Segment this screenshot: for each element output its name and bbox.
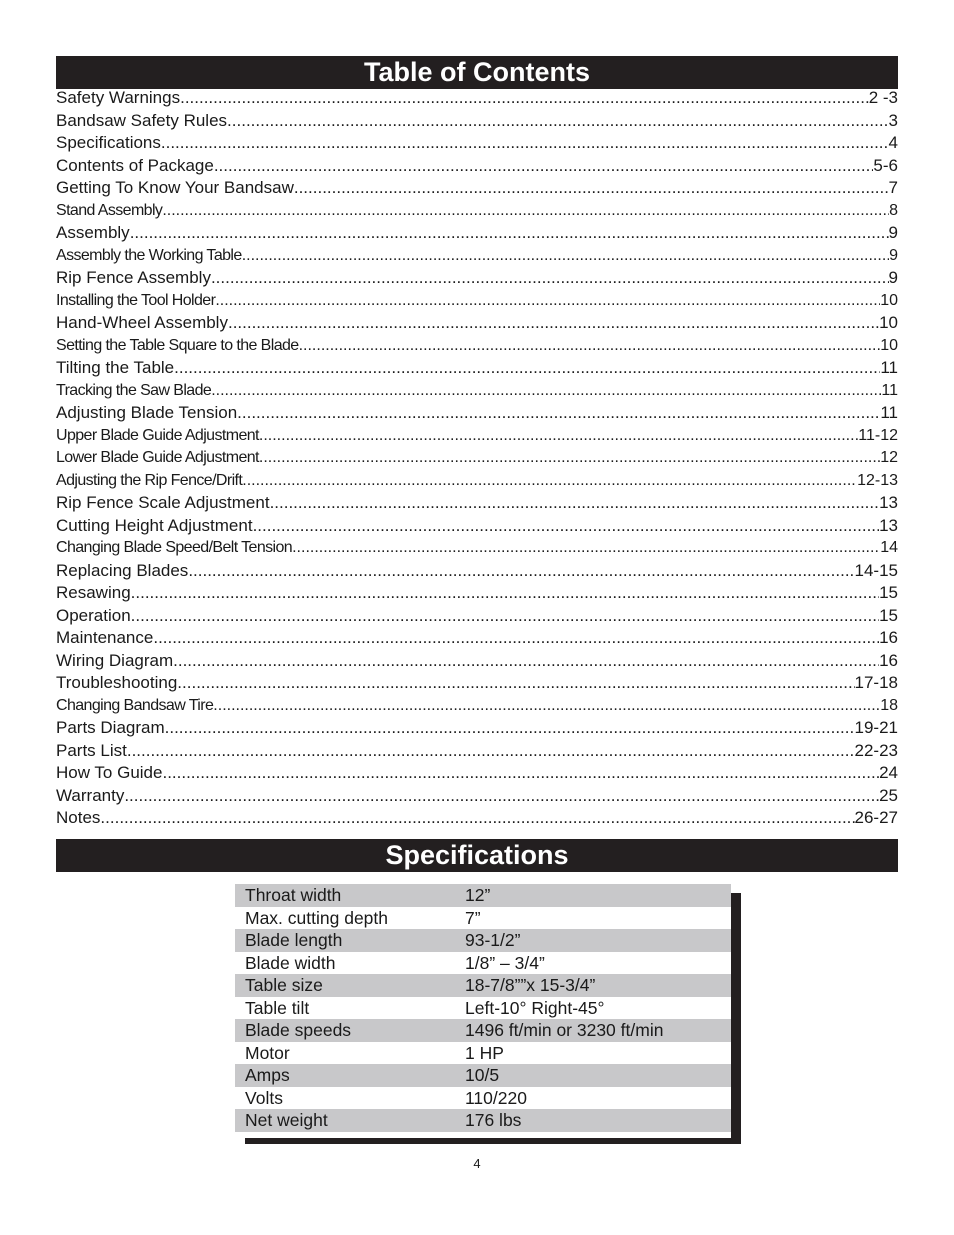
toc-item-label: Getting To Know Your Bandsaw: [56, 178, 294, 197]
toc-leader: [228, 312, 879, 335]
spec-row: [235, 1064, 731, 1087]
spec-value: 1496 ft/min or 3230 ft/min: [465, 1020, 664, 1040]
toc-item: [56, 582, 898, 605]
spec-row: [235, 974, 731, 997]
toc-item-page: 12-13: [857, 471, 898, 489]
toc-item-label: Parts Diagram: [56, 718, 165, 737]
toc-item-page: 13: [879, 515, 898, 535]
toc-leader: [213, 695, 880, 718]
toc-leader: [131, 605, 879, 628]
toc-item: [56, 155, 898, 178]
toc-leader: [100, 807, 854, 830]
toc-item: [56, 807, 898, 830]
toc-item: [56, 627, 898, 650]
spec-value: Left-10° Right-45°: [465, 997, 605, 1018]
spec-label: Amps: [245, 1065, 290, 1085]
toc-leader: [177, 672, 854, 695]
toc-item-label: Maintenance: [56, 628, 154, 647]
toc-item: [56, 695, 898, 718]
toc-leader: [242, 245, 889, 268]
toc-item-page: 9: [889, 246, 898, 264]
toc-leader: [259, 447, 880, 470]
toc-item: [56, 200, 898, 223]
spec-row: [235, 1042, 731, 1065]
toc-item-label: Specifications: [56, 133, 161, 152]
toc-item-page: 15: [879, 605, 898, 625]
spec-row: [235, 952, 731, 975]
toc-item-page: 12: [880, 449, 898, 466]
toc-item-page: 5-6: [873, 155, 898, 175]
toc-item: [56, 87, 898, 110]
toc-leader: [174, 357, 880, 380]
toc-item-label: Bandsaw Safety Rules: [56, 110, 228, 130]
toc-item-label: Changing Blade Speed/Belt Tension: [56, 539, 293, 556]
toc-item-page: 10: [880, 291, 898, 309]
spec-label: Blade width: [245, 952, 336, 973]
toc-item-page: 15: [879, 583, 898, 602]
spec-row: [235, 884, 731, 907]
spec-label: Blade length: [245, 930, 343, 950]
spec-row: [235, 1087, 731, 1110]
toc-item-label: Warranty: [56, 785, 125, 805]
toc-item-label: Installing the Tool Holder: [56, 291, 216, 309]
toc-item-page: 19-21: [854, 718, 898, 737]
toc-item-page: 3: [888, 110, 898, 130]
toc-item-page: 13: [879, 493, 898, 512]
toc-leader: [162, 762, 879, 785]
spec-value: 12”: [465, 885, 491, 905]
toc-item-label: Contents of Package: [56, 155, 214, 175]
spec-label: Volts: [245, 1087, 283, 1108]
toc-item-label: Setting the Table Square to the Blade: [56, 336, 299, 354]
spec-label: Blade speeds: [245, 1020, 352, 1040]
spec-label: Throat width: [245, 885, 342, 905]
toc-item-page: 17-18: [854, 673, 898, 692]
toc-item: [56, 335, 898, 358]
toc-item: [56, 245, 898, 268]
toc-item-label: Adjusting Blade Tension: [56, 403, 238, 422]
spec-row: [235, 1019, 731, 1042]
spec-row: [235, 997, 731, 1020]
toc-item-page: 14-15: [854, 560, 898, 580]
toc-item: [56, 785, 898, 808]
toc-item: [56, 402, 898, 425]
toc-item-label: Replacing Blades: [56, 560, 189, 580]
toc-item-page: 18: [880, 696, 898, 714]
toc-leader: [162, 200, 889, 223]
toc-item: [56, 357, 898, 380]
spec-label: Net weight: [245, 1110, 328, 1130]
toc-leader: [211, 267, 889, 290]
toc-item-page: 4: [888, 133, 898, 152]
toc-leader: [131, 582, 879, 605]
toc-leader: [237, 402, 880, 425]
toc-item-label: How To Guide: [56, 763, 163, 782]
toc-item-page: 25: [879, 785, 898, 805]
toc-item: [56, 672, 898, 695]
toc-item-label: Adjusting the Rip Fence/Drift: [56, 471, 243, 489]
toc-item-label: Stand Assembly: [56, 201, 163, 219]
toc-item: [56, 312, 898, 335]
spec-value: 93-1/2”: [465, 930, 521, 950]
toc-item-label: Resawing: [56, 583, 131, 602]
toc-item-page: 11-12: [858, 426, 898, 444]
toc-item: [56, 717, 898, 740]
toc-leader: [292, 537, 880, 560]
toc-item-label: Cutting Height Adjustment: [56, 515, 253, 535]
toc-item: [56, 447, 898, 470]
toc-item-page: 11: [880, 358, 898, 377]
toc-item-page: 16: [879, 628, 898, 647]
toc-item-label: Changing Bandsaw Tire: [56, 696, 214, 714]
toc-leader: [259, 425, 858, 448]
spec-value: 1 HP: [465, 1042, 504, 1063]
toc-leader: [161, 132, 889, 155]
toc-item-label: Operation: [56, 605, 131, 625]
toc-item-page: 11: [881, 381, 898, 399]
toc-item-label: Parts List: [56, 740, 127, 760]
toc-item: [56, 132, 898, 155]
spec-value: 176 lbs: [465, 1110, 522, 1130]
spec-row: [235, 1109, 731, 1132]
toc-item-page: 16: [879, 650, 898, 670]
spec-label: Table size: [245, 975, 323, 995]
toc-item: [56, 222, 898, 245]
spec-label: Max. cutting depth: [245, 907, 388, 928]
page-number: 4: [473, 1156, 481, 1171]
toc-heading: Table of Contents: [56, 56, 898, 89]
toc-item: [56, 425, 898, 448]
toc-item: [56, 267, 898, 290]
spec-value: 10/5: [465, 1065, 500, 1085]
toc-item: [56, 560, 898, 583]
toc-leader: [215, 290, 880, 313]
toc-item-label: Hand-Wheel Assembly: [56, 313, 228, 332]
toc-item: [56, 110, 898, 133]
toc-item: [56, 470, 898, 493]
toc-item-page: 22-23: [854, 740, 898, 760]
toc-item-page: 9: [888, 223, 898, 242]
toc-item-label: Notes: [56, 808, 101, 827]
toc-item-page: 10: [879, 313, 898, 332]
toc-item: [56, 380, 898, 403]
toc-item-page: 24: [879, 763, 898, 782]
toc-leader: [124, 785, 879, 808]
spec-value: 110/220: [465, 1087, 527, 1108]
toc-leader: [165, 717, 855, 740]
toc-item-label: Tilting the Table: [56, 358, 175, 377]
toc-leader: [214, 155, 874, 178]
toc-leader: [299, 335, 881, 358]
toc-item: [56, 290, 898, 313]
toc-leader: [127, 740, 855, 763]
toc-item: [56, 605, 898, 628]
toc-leader: [173, 650, 879, 673]
toc-item-label: Wiring Diagram: [56, 650, 174, 670]
toc-leader: [227, 110, 888, 133]
toc-item-page: 26-27: [854, 808, 898, 827]
spec-label: Motor: [245, 1042, 290, 1063]
spec-value: 18-7/8””x 15-3/4”: [465, 975, 596, 995]
specifications-heading: Specifications: [56, 839, 898, 872]
spec-value: 7”: [465, 907, 481, 928]
toc-item: [56, 740, 898, 763]
toc-leader: [130, 222, 889, 245]
toc-item-label: Upper Blade Guide Adjustment: [56, 426, 259, 444]
spec-table: [235, 884, 731, 1138]
toc-item: [56, 537, 898, 560]
toc-item: [56, 515, 898, 538]
toc-item-label: Rip Fence Scale Adjustment: [56, 493, 270, 512]
toc-item-label: Lower Blade Guide Adjustment: [56, 449, 259, 466]
toc-list: [56, 87, 898, 830]
toc-leader: [211, 380, 881, 403]
toc-leader: [153, 627, 879, 650]
toc-leader: [294, 177, 889, 200]
toc-item-label: Tracking the Saw Blade: [56, 381, 212, 399]
toc-leader: [188, 560, 854, 583]
toc-item-page: 9: [888, 268, 898, 287]
toc-item-label: Assembly: [56, 223, 130, 242]
toc-leader: [253, 515, 880, 538]
toc-item-label: Troubleshooting: [56, 673, 178, 692]
toc-item: [56, 650, 898, 673]
spec-row: [235, 929, 731, 952]
spec-label: Table tilt: [245, 997, 310, 1018]
spec-row: [235, 907, 731, 930]
toc-item: [56, 492, 898, 515]
toc-item-label: Safety Warnings: [56, 88, 181, 107]
toc-item-page: 11: [880, 403, 898, 422]
toc-item-page: 2 -3: [868, 88, 898, 107]
spec-value: 1/8” – 3/4”: [465, 952, 545, 973]
toc-leader: [242, 470, 857, 493]
toc-item-label: Rip Fence Assembly: [56, 268, 211, 287]
toc-item-label: Assembly the Working Table: [56, 246, 242, 264]
toc-leader: [180, 87, 869, 110]
toc-item-page: 7: [888, 178, 898, 197]
toc-item: [56, 177, 898, 200]
toc-item: [56, 762, 898, 785]
toc-item-page: 10: [880, 336, 898, 354]
toc-item-page: 14: [880, 539, 898, 556]
toc-leader: [270, 492, 880, 515]
toc-item-page: 8: [889, 201, 898, 219]
